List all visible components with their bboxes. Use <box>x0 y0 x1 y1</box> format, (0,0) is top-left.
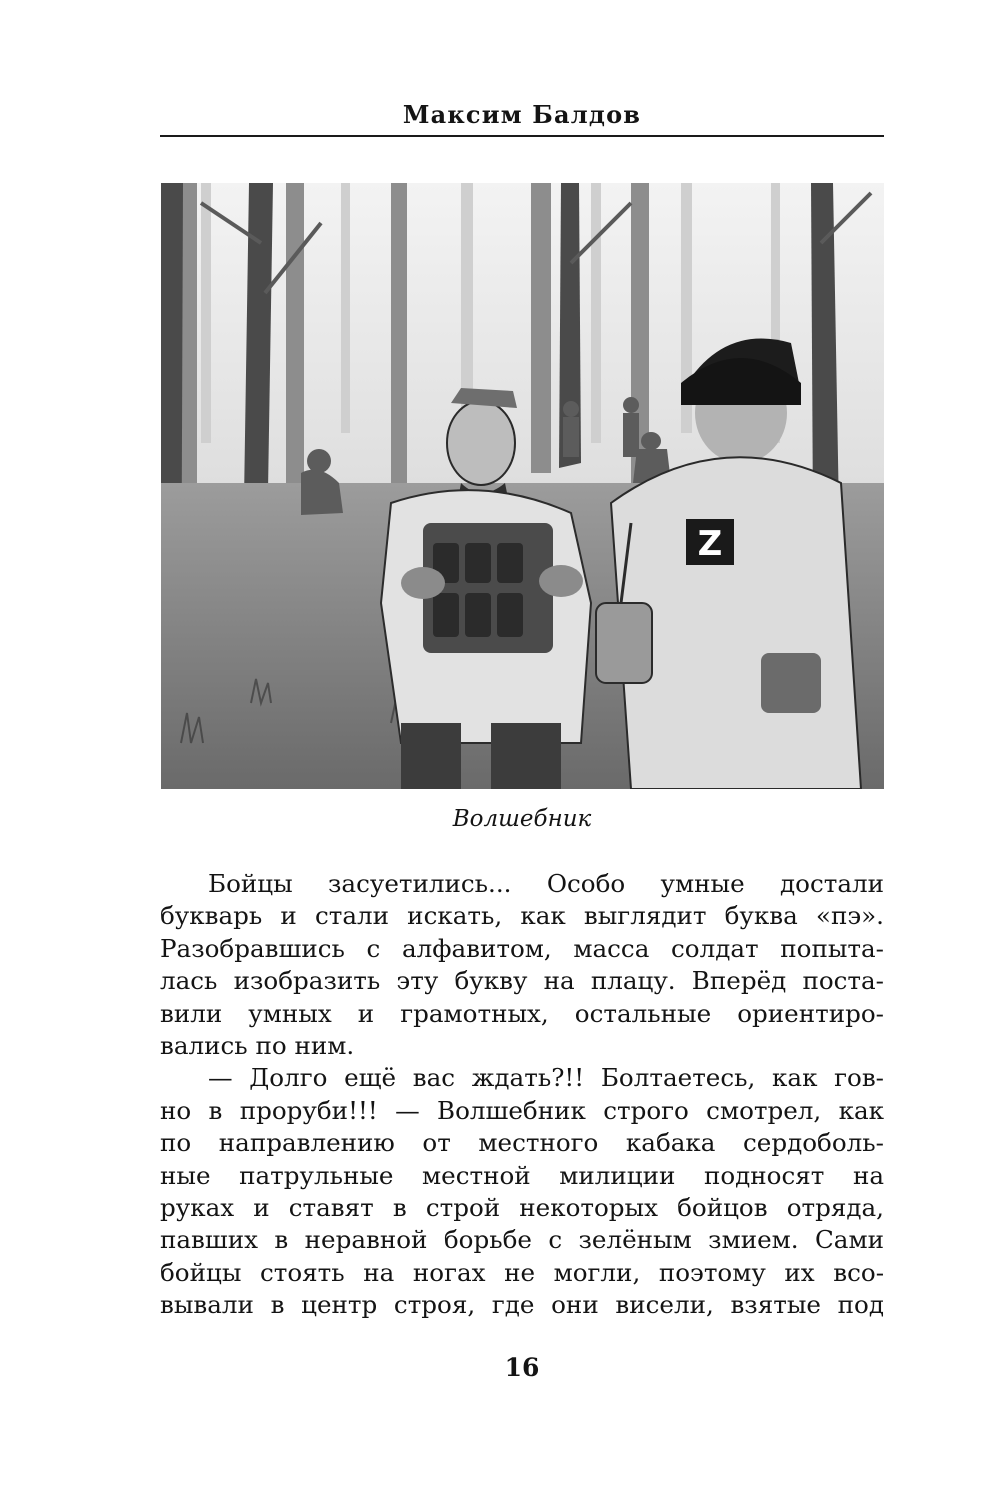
text-line: Бойцы засуетились... Особо умные достали <box>208 869 884 898</box>
z-patch-letter: Z <box>697 524 723 564</box>
page-number: 16 <box>504 1353 540 1382</box>
body-text <box>160 868 884 1321</box>
text-line: букварь и стали искать, как выглядит буква «пэ». <box>160 901 884 931</box>
text-line: руках и ставят в строй некоторых бойцов отряда, <box>160 1192 884 1222</box>
header-rule <box>160 135 884 137</box>
text-line: павших в неравной борьбе с зелёным змием. Сами <box>160 1225 884 1255</box>
illustration-caption: Волшебник <box>452 806 592 832</box>
text-line: но в проруби!!! — Волшебник строго смотрел, как <box>160 1095 884 1125</box>
running-head-author: Максим Балдов <box>402 100 642 129</box>
text-line: ные патрульные местной милиции подносят на <box>160 1160 884 1190</box>
text-line: вывали в центр строя, где они висели, взятые под <box>160 1290 884 1320</box>
text-line: лась изобразить эту букву на плацу. Вперёд поста- <box>160 966 884 996</box>
illustration <box>161 183 884 789</box>
text-line: вались по ним. <box>160 1030 355 1060</box>
text-line: по направлению от местного кабака сердоболь- <box>160 1128 884 1158</box>
text-line: Разобравшись с алфавитом, масса солдат попыта- <box>160 933 884 963</box>
text-line: — Долго ещё вас ждать?!! Болтаетесь, как гов- <box>208 1063 884 1093</box>
forest-soldiers-illustration-icon <box>161 183 884 789</box>
text-line: бойцы стоять на ногах не могли, поэтому их всо- <box>160 1257 884 1287</box>
text-line: вили умных и грамотных, остальные ориентиро- <box>160 998 884 1028</box>
